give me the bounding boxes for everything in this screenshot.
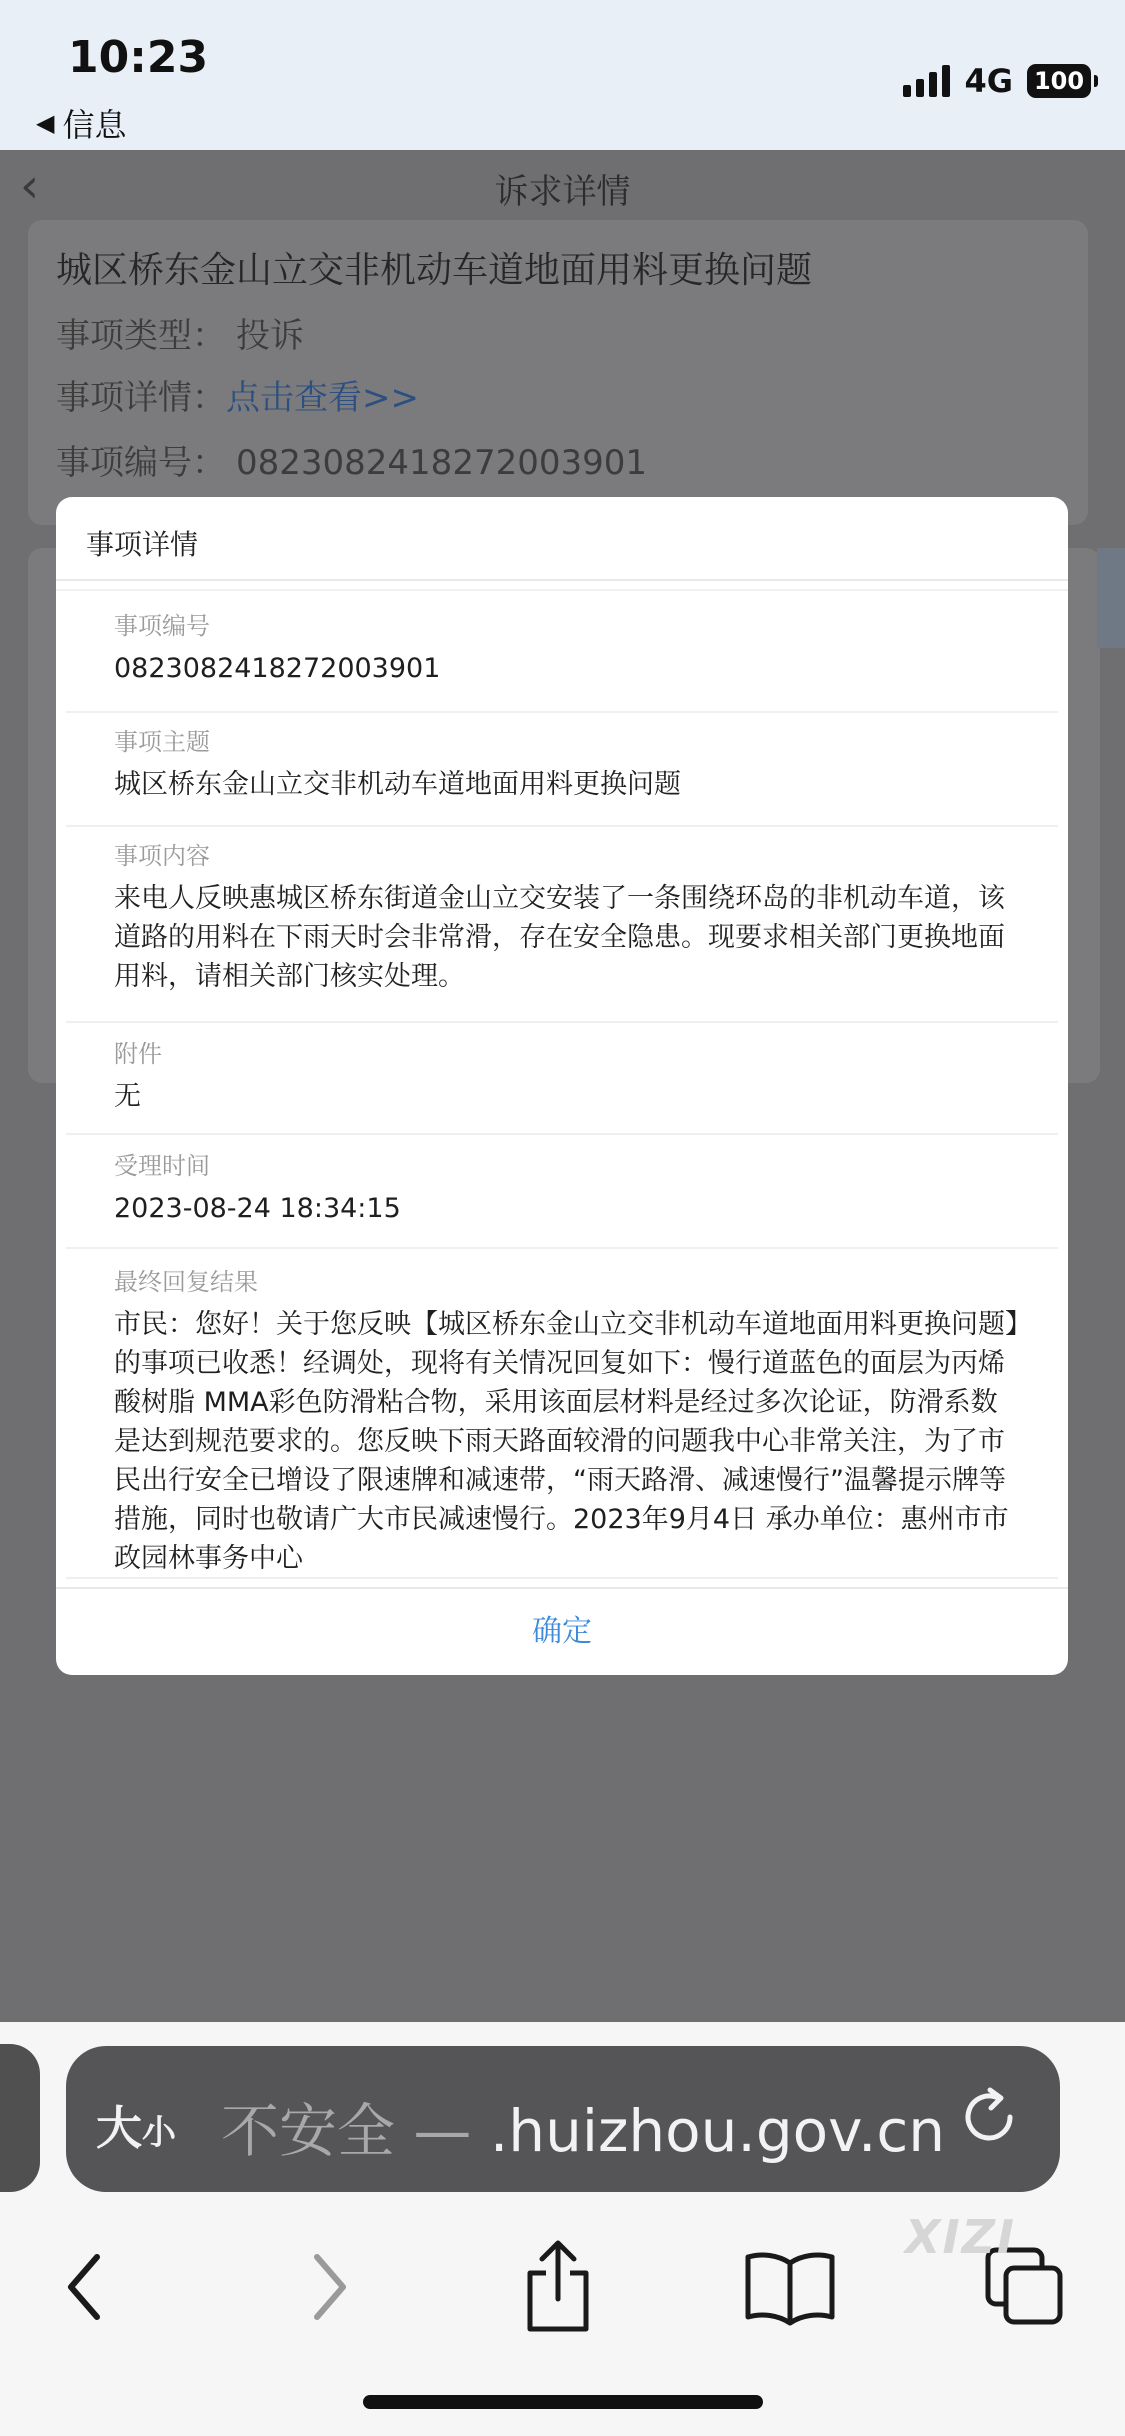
case-type-value: 投诉 [236, 316, 304, 356]
chevron-left-icon [55, 2247, 115, 2327]
field-value: 城区桥东金山立交非机动车道地面用料更换问题 [114, 769, 681, 800]
back-triangle-icon: ◀ [36, 109, 55, 137]
network-type: 4G [964, 62, 1013, 100]
case-type-label: 事项类型： [56, 316, 226, 356]
page-title: 诉求详情 [494, 172, 631, 212]
divider [56, 589, 1068, 591]
back-app-label: 信息 [62, 106, 127, 144]
field-case-content [66, 827, 1058, 1023]
url-text [221, 2084, 945, 2168]
text-size-button[interactable] [96, 2092, 176, 2158]
home-indicator[interactable] [363, 2395, 763, 2409]
share-icon [518, 2237, 598, 2337]
field-value: 0823082418272003901 [114, 653, 441, 684]
forward-button[interactable] [274, 2232, 384, 2342]
field-label: 事项主题 [114, 728, 210, 756]
case-number-row [56, 435, 647, 484]
field-label: 受理时间 [114, 1152, 210, 1180]
field-case-number [66, 597, 1058, 713]
back-button[interactable] [30, 2232, 140, 2342]
field-accept-time [66, 1135, 1058, 1249]
field-value: 来电人反映惠城区桥东街道金山立交安装了一条围绕环岛的非机动车道，该道路的用料在下雨天时会非常滑，存在安全隐患。现要求相关部门更换地面用料，请相关部门核实处理。 [114, 883, 1005, 992]
text-size-small: 小 [142, 2113, 176, 2153]
text-size-big: 大 [96, 2101, 142, 2155]
security-status: 不安全 — [221, 2097, 490, 2165]
field-label: 事项内容 [114, 842, 210, 870]
address-bar[interactable] [66, 2046, 1060, 2192]
chevron-right-icon [299, 2247, 359, 2327]
case-type-row [56, 308, 304, 357]
case-number-value: 0823082418272003901 [236, 443, 648, 483]
case-detail-link[interactable]: 点击查看>> [226, 378, 419, 418]
reload-icon[interactable] [954, 2082, 1024, 2152]
field-value: 无 [114, 1081, 141, 1112]
divider [56, 579, 1068, 581]
field-label: 事项编号 [114, 612, 210, 640]
url-domain: .huizhou.gov.cn [489, 2097, 946, 2165]
back-to-app-button[interactable] [36, 100, 126, 146]
field-value: 2023-08-24 18:34:15 [114, 1193, 401, 1224]
book-icon [740, 2247, 840, 2327]
battery-level: 100 [1033, 67, 1085, 95]
modal-title: 事项详情 [86, 528, 199, 561]
battery-icon [1027, 64, 1091, 98]
status-indicators [903, 62, 1091, 100]
case-detail-row [56, 370, 419, 419]
field-label: 最终回复结果 [114, 1268, 258, 1296]
bookmarks-button[interactable] [735, 2232, 845, 2342]
page-header [0, 150, 1125, 228]
case-detail-label: 事项详情： [56, 378, 226, 418]
case-number-label: 事项编号： [56, 443, 226, 483]
watermark: XIZI [905, 2210, 1017, 2264]
field-value: 市民：您好！关于您反映【城区桥东金山立交非机动车道地面用料更换问题】的事项已收悉！经调处，现将有关情况回复如下：慢行道蓝色的面层为丙烯酸树脂 MMA彩色防滑粘合物，采用该面层材料是经过多次论证，防滑系数是达到规范要求的。您反映下雨天路面较滑的问题我中心非常关注，为了市民出行安全已增设了限速牌和减速带，“雨天路滑、减速慢行”温馨提示牌等措施，同时也敬请广大市民减速慢行。2023年9月4日 承办单位：惠州市市政园林事务中心 [114, 1309, 1019, 1574]
chevron-left-icon[interactable]: ‹ [20, 158, 40, 214]
status-time: 10:23 [68, 32, 209, 83]
field-label: 附件 [114, 1040, 162, 1068]
field-case-subject [66, 713, 1058, 827]
field-attachment [66, 1023, 1058, 1135]
share-button[interactable] [503, 2232, 613, 2342]
case-summary-card [28, 220, 1088, 525]
confirm-button[interactable]: 确定 [532, 1614, 592, 1649]
signal-icon [903, 65, 950, 97]
field-final-reply [66, 1249, 1058, 1579]
case-title: 城区桥东金山立交非机动车道地面用料更换问题 [56, 250, 813, 291]
details-modal [56, 497, 1068, 1675]
background-strip [1097, 548, 1125, 648]
previous-tab-stub[interactable] [0, 2044, 40, 2192]
status-bar [0, 0, 1125, 150]
